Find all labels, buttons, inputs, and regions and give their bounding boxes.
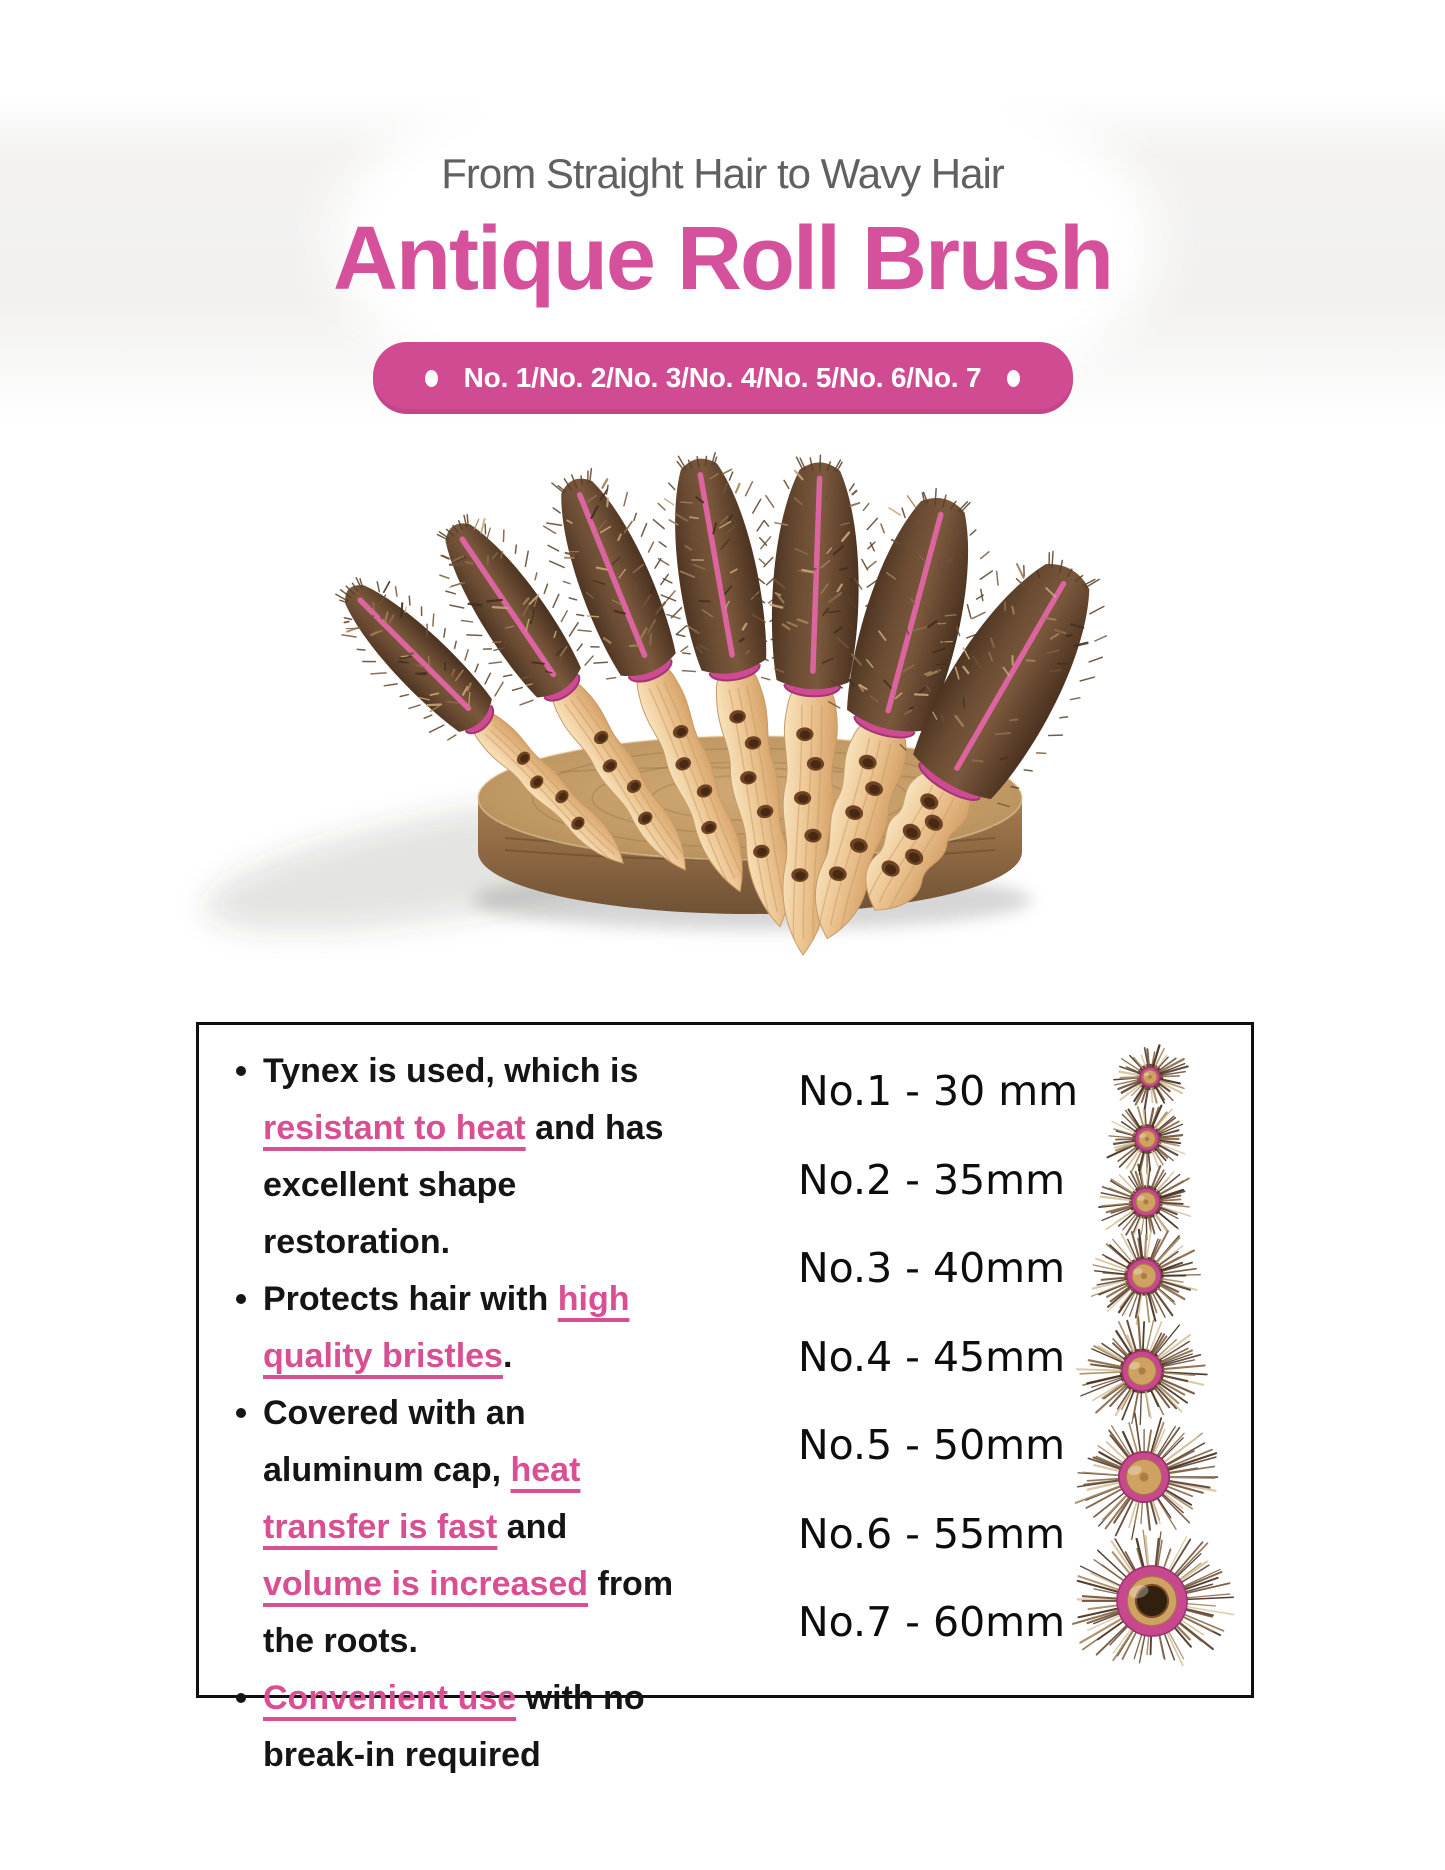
subtitle: From Straight Hair to Wavy Hair <box>441 150 1004 197</box>
feature-item <box>229 1385 684 1670</box>
feature-text: and <box>497 1508 568 1546</box>
size-row: No.5 - 50mm <box>798 1421 1066 1469</box>
size-row: No.4 - 45mm <box>798 1332 1066 1381</box>
size-list <box>798 1067 1078 1647</box>
feature-highlight: high quality bristles <box>263 1280 630 1375</box>
feature-highlight: volume is increased <box>263 1565 589 1603</box>
feature-highlight: Convenient use <box>263 1679 517 1717</box>
feature-list <box>229 1043 684 1784</box>
feature-text: with no break-in required <box>263 1679 645 1774</box>
feature-text: and has excellent shape restoration. <box>263 1109 664 1261</box>
page-title: Antique Roll Brush <box>333 209 1112 309</box>
size-row: No.7 - 60mm <box>798 1598 1066 1646</box>
product-photo-brush-fan <box>0 400 1445 1020</box>
feature-text: . <box>502 1337 513 1375</box>
badge-dot-left-icon <box>425 370 438 387</box>
badge-dot-right-icon <box>1007 370 1020 387</box>
feature-highlight: resistant to heat <box>263 1109 526 1147</box>
feature-item <box>229 1271 684 1385</box>
feature-text: Protects hair with <box>263 1280 558 1318</box>
info-box <box>196 1022 1254 1774</box>
feature-highlight: heat transfer is fast <box>263 1451 581 1546</box>
feature-text: Covered with an aluminum cap, <box>263 1394 526 1489</box>
feature-item <box>229 1670 684 1784</box>
feature-item <box>229 1043 684 1271</box>
size-row: No.1 - 30 mm <box>798 1067 1079 1115</box>
feature-text: from the roots. <box>263 1565 674 1660</box>
badge-label: No. 1/No. 2/No. 3/No. 4/No. 5/No. 6/No. 7 <box>463 362 982 393</box>
size-row: No.6 - 55mm <box>798 1509 1066 1558</box>
size-row: No.2 - 35mm <box>798 1155 1066 1204</box>
feature-text: Tynex is used, which is <box>263 1052 639 1090</box>
size-row: No.3 - 40mm <box>798 1244 1066 1292</box>
